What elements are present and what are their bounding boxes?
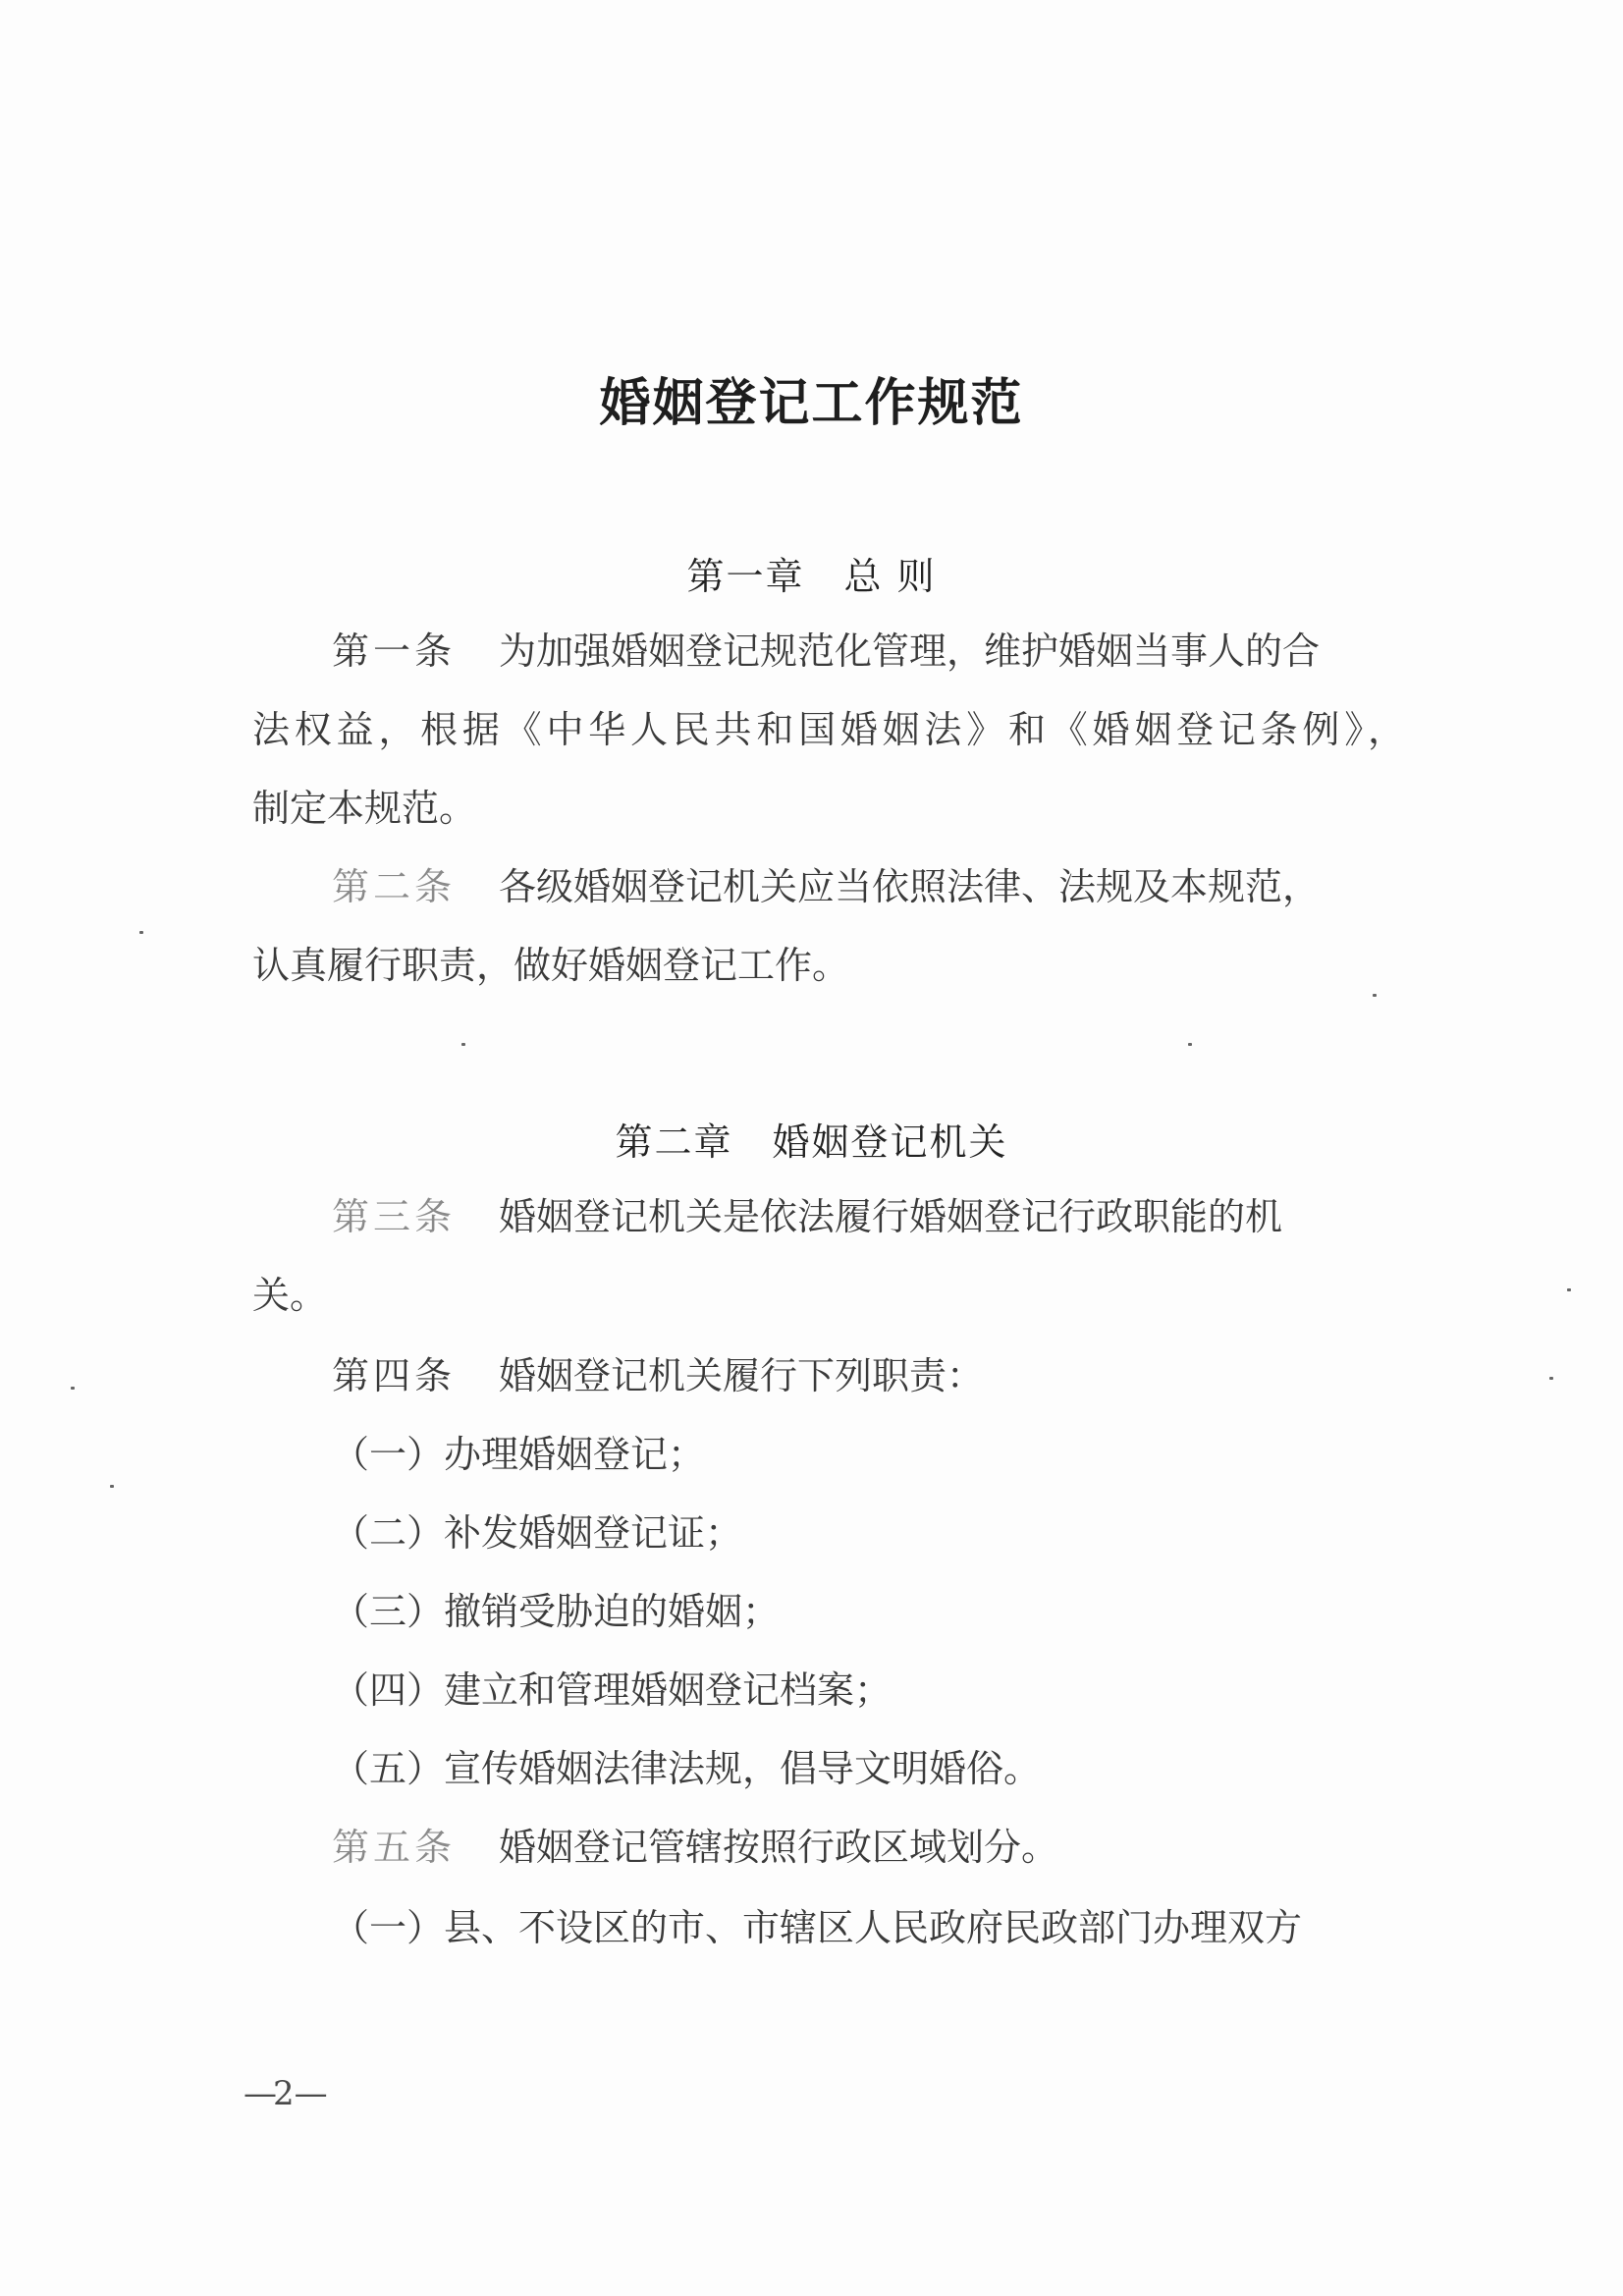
chapter-name: 总 则 xyxy=(843,555,937,598)
article-5-line-1 xyxy=(332,1826,1059,1869)
article-text: 婚姻登记机关履行下列职责： xyxy=(499,1354,985,1397)
chapter-heading-1 xyxy=(0,546,1623,600)
article-3-line-1 xyxy=(332,1195,1283,1238)
article-1-line-2: 法权益，根据《中华人民共和国婚姻法》和《婚姻登记条例》， xyxy=(252,708,1405,751)
article-label: 第一条 xyxy=(332,629,457,673)
chapter-name: 婚姻登记机关 xyxy=(772,1121,1008,1164)
article-2-line-1 xyxy=(332,865,1321,908)
article-2-line-2: 认真履行职责，做好婚姻登记工作。 xyxy=(252,944,850,987)
footer-dash-left: — xyxy=(243,2074,273,2113)
article-3-line-2: 关。 xyxy=(252,1274,328,1317)
article-4-item-5: （五）宣传婚姻法律法规，倡导文明婚俗。 xyxy=(332,1747,1042,1790)
scan-speck xyxy=(1567,1288,1571,1291)
article-4-line-1 xyxy=(332,1354,985,1397)
chapter-number: 第二章 xyxy=(615,1121,733,1164)
article-label: 第二条 xyxy=(332,865,457,908)
scan-speck xyxy=(1549,1377,1553,1380)
scan-speck xyxy=(110,1485,114,1488)
article-text: 各级婚姻登记机关应当依照法律、法规及本规范， xyxy=(499,865,1321,908)
article-text: 婚姻登记管辖按照行政区域划分。 xyxy=(499,1826,1059,1869)
page-number: 2 xyxy=(273,2074,295,2113)
page-number-footer xyxy=(243,2074,324,2113)
article-1-line-1 xyxy=(332,629,1405,673)
chapter-number: 第一章 xyxy=(686,555,805,598)
article-5-item-1: （一）县、不设区的市、市辖区人民政府民政部门办理双方 xyxy=(332,1906,1303,1949)
footer-dash-right: — xyxy=(294,2074,324,2113)
article-text: 婚姻登记机关是依法履行婚姻登记行政职能的机 xyxy=(499,1195,1283,1238)
article-1-line-3: 制定本规范。 xyxy=(252,787,477,830)
article-4-item-1: （一）办理婚姻登记； xyxy=(332,1433,706,1476)
article-4-item-3: （三）撤销受胁迫的婚姻； xyxy=(332,1590,781,1633)
article-text: 为加强婚姻登记规范化管理，维护婚姻当事人的合 xyxy=(499,629,1321,673)
scan-speck xyxy=(71,1387,75,1390)
scan-speck xyxy=(1373,994,1377,997)
article-label: 第四条 xyxy=(332,1354,457,1397)
article-label: 第三条 xyxy=(332,1195,457,1238)
chapter-heading-2 xyxy=(0,1112,1623,1166)
article-4-item-2: （二）补发婚姻登记证； xyxy=(332,1511,743,1555)
scan-speck xyxy=(139,931,143,934)
article-4-item-4: （四）建立和管理婚姻登记档案； xyxy=(332,1668,893,1712)
article-label: 第五条 xyxy=(332,1826,457,1869)
scan-speck xyxy=(1188,1043,1192,1046)
document-title: 婚姻登记工作规范 xyxy=(599,373,1024,433)
scan-speck xyxy=(461,1043,465,1046)
